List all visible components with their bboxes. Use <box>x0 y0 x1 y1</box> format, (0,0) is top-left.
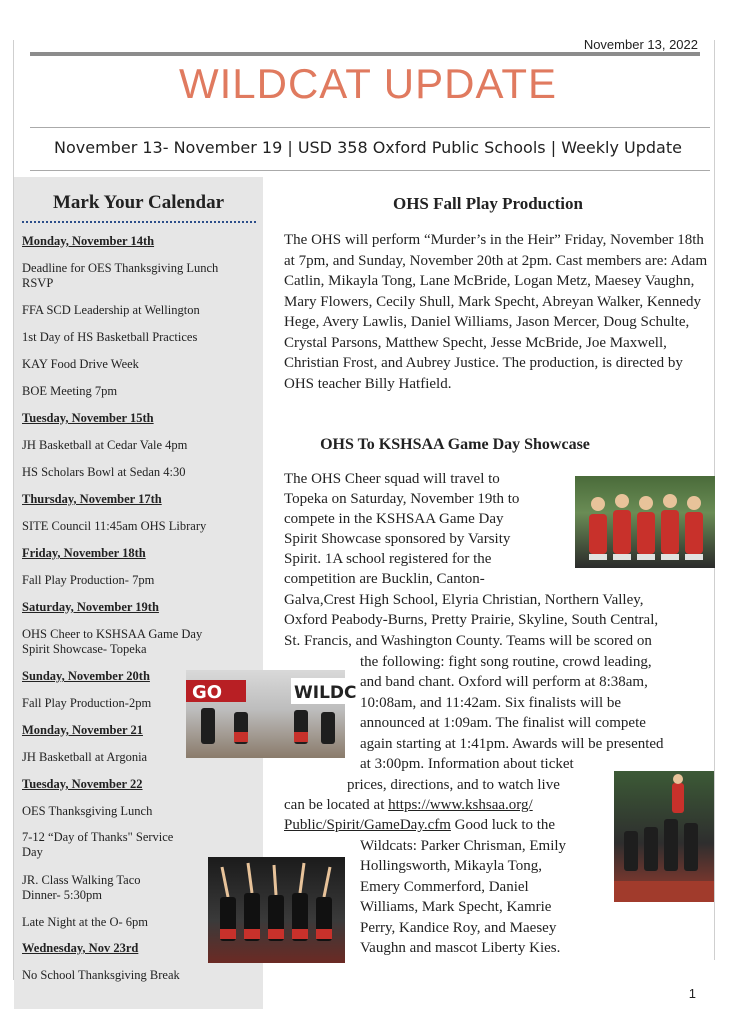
cheer-text-line: the following: fight song routine, crowd leading, <box>360 654 652 670</box>
kshsaa-link-continued[interactable]: Public/Spirit/GameDay.cfm <box>284 817 451 833</box>
calendar-day-heading: Saturday, November 19th <box>22 600 159 614</box>
cheer-text-line: Wildcats: Parker Chrisman, Emily <box>360 838 567 854</box>
calendar-event: Day <box>22 845 43 859</box>
cheer-text-line: Spirit Showcase sponsored by Varsity <box>284 531 511 547</box>
issue-date: November 13, 2022 <box>583 37 698 52</box>
calendar-event: FFA SCD Leadership at Wellington <box>22 303 200 317</box>
gym-sign-text: GO <box>192 682 223 703</box>
cheer-text-line: Hollingsworth, Mikayla Tong, <box>360 858 542 874</box>
calendar-event: OES Thanksgiving Lunch <box>22 804 153 818</box>
top-rule <box>30 52 700 56</box>
calendar-event: OHS Cheer to KSHSAA Game Day <box>22 627 203 641</box>
calendar-event: RSVP <box>22 276 54 290</box>
dance-scene <box>208 857 345 963</box>
calendar-day-heading: Monday, November 21 <box>22 723 143 737</box>
calendar-day-heading: Sunday, November 20th <box>22 669 150 683</box>
cheer-dance-photo <box>208 857 345 963</box>
calendar-event: Late Night at the O- 6pm <box>22 915 149 929</box>
calendar-day-heading: Tuesday, November 22 <box>22 777 143 791</box>
calendar-event: JH Basketball at Argonia <box>22 750 148 764</box>
calendar-day-heading: Tuesday, November 15th <box>22 411 154 425</box>
calendar-event: SITE Council 11:45am OHS Library <box>22 519 207 533</box>
calendar-event: Dinner- 5:30pm <box>22 888 102 902</box>
calendar-day-heading: Friday, November 18th <box>22 546 146 560</box>
cheer-text-fragment: Good luck to the <box>450 817 556 833</box>
divider-rule <box>30 127 710 128</box>
newsletter-subtitle: November 13- November 19 | USD 358 Oxford Public Schools | Weekly Update <box>54 138 682 157</box>
calendar-event: 1st Day of HS Basketball Practices <box>22 330 198 344</box>
calendar-title: Mark Your Calendar <box>53 192 224 213</box>
cheer-text-line: Perry, Kandice Roy, and Maesey <box>360 920 557 936</box>
calendar-event: No School Thanksgiving Break <box>22 968 180 982</box>
cheer-text-line: Galva,Crest High School, Elyria Christian, Northern Valley, <box>284 592 644 608</box>
calendar-day-heading: Monday, November 14th <box>22 234 155 248</box>
gym-scene <box>186 670 357 758</box>
calendar-day-heading: Wednesday, Nov 23rd <box>22 941 139 955</box>
cheer-text-fragment: can be located at <box>284 797 389 813</box>
calendar-event: HS Scholars Bowl at Sedan 4:30 <box>22 465 186 479</box>
calendar-event: Deadline for OES Thanksgiving Lunch <box>22 261 219 275</box>
cheer-squad-figures <box>575 476 715 568</box>
cheer-text-line: Oxford Peabody-Burns, Pretty Prairie, Skyline, South Central, <box>284 612 659 628</box>
cheer-text-line: Vaughn and mascot Liberty Kies. <box>360 940 561 956</box>
cheer-text-line: The OHS Cheer squad will travel to <box>284 471 500 487</box>
cheer-text-line: and band chant. Oxford will perform at 8:38am, <box>360 674 648 690</box>
divider-rule <box>30 170 710 171</box>
newsletter-title: WILDCAT UPDATE <box>178 60 558 107</box>
gym-performance-photo <box>186 670 357 758</box>
cheer-text-line: at 3:00pm. Information about ticket <box>360 756 574 772</box>
cheer-text-line: competition are Bucklin, Canton- <box>284 571 485 587</box>
cheer-text-line: announced at 1:09am. The finalist will compete <box>360 715 646 731</box>
cheer-text-line: Williams, Mark Specht, Kamrie <box>360 899 552 915</box>
calendar-day-heading: Thursday, November 17th <box>22 492 162 506</box>
calendar-dotted-rule <box>22 221 256 223</box>
cheer-squad-photo <box>575 476 715 568</box>
cheer-text-line: Spirit. 1A school registered for the <box>284 551 492 567</box>
cheer-link-line <box>284 795 533 815</box>
calendar-event: Fall Play Production- 7pm <box>22 573 155 587</box>
calendar-event: Fall Play Production-2pm <box>22 696 152 710</box>
calendar-event: KAY Food Drive Week <box>22 357 139 371</box>
page-number: 1 <box>688 986 696 1001</box>
gym-sign-text-2: WILDC <box>294 683 357 703</box>
cheer-text-line: compete in the KSHSAA Game Day <box>284 511 504 527</box>
cheer-text-line: St. Francis, and Washington County. Teams will be scored on <box>284 633 652 649</box>
calendar-event: JH Basketball at Cedar Vale 4pm <box>22 438 188 452</box>
calendar-event: 7-12 “Day of Thanks" Service <box>22 830 174 844</box>
kshsaa-link[interactable]: https://www.kshsaa.org/ <box>388 797 533 813</box>
cheer-text-line: 10:08am, and 11:42am. Six finalists will be <box>360 695 622 711</box>
cheer-text-line: prices, directions, and to watch live <box>347 777 560 793</box>
play-heading: OHS Fall Play Production <box>392 194 583 213</box>
cheer-stunt-photo <box>614 771 714 902</box>
cheer-text-line: again starting at 1:41pm. Awards will be presented <box>360 736 664 752</box>
cheer-heading: OHS To KSHSAA Game Day Showcase <box>320 436 590 453</box>
stunt-scene <box>614 771 714 902</box>
calendar-event: Spirit Showcase- Topeka <box>22 642 147 656</box>
cheer-link-line <box>284 815 555 835</box>
cheer-text-line: Topeka on Saturday, November 19th to <box>284 491 520 507</box>
play-body: The OHS will perform “Murder’s in the Heir” Friday, November 18th at 7pm, and Sunday, November 20th at 2pm. Cast members are: Adam Catlin, Mikayla Tong, Lane McBride, Logan Metz, Maesey Vaughn, Mary Flowers, Cecily Shull, Mark Specht, Abreyan Walker, Kennedy Hege, Avery Lawlis, Daniel Williams, Jason Mercer, Doug Schulte, Crystal Parsons, Matthew Specht, Jesse McBride, Joe Maxwell, Christian Frost, and Aubrey Justice. The production, is directed by OHS teacher Billy Hatfield. <box>284 232 708 392</box>
cheer-text-line: Emery Commerford, Daniel <box>360 879 529 895</box>
calendar-event: BOE Meeting 7pm <box>22 384 118 398</box>
calendar-event: JR. Class Walking Taco <box>22 873 141 887</box>
